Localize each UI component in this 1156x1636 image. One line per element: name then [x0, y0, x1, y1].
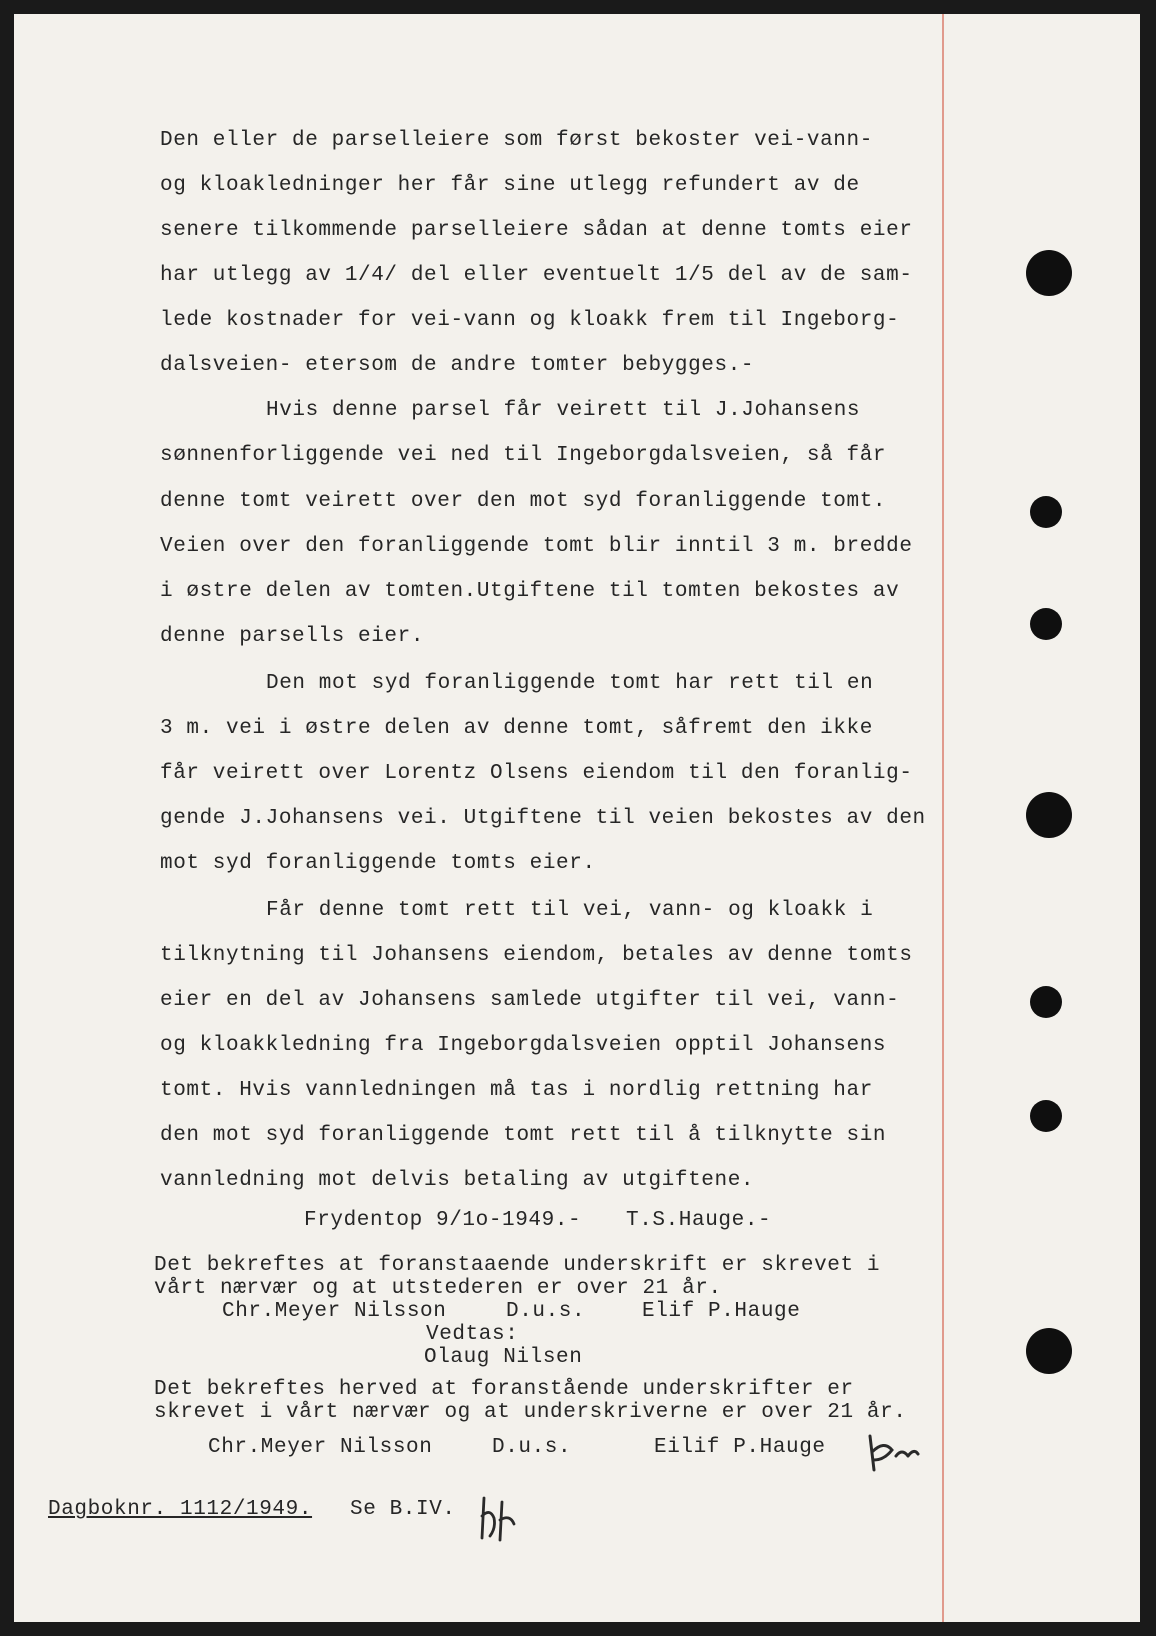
- punch-hole: [1026, 250, 1072, 296]
- text-line: denne tomt veirett over den mot syd foranliggende tomt.: [160, 490, 887, 513]
- dagbok-number: Dagboknr. 1112/1949.: [48, 1498, 313, 1521]
- text-line: Den mot syd foranliggende tomt har rett til en: [266, 672, 874, 695]
- text-line: får veirett over Lorentz Olsens eiendom til den foranlig-: [160, 762, 913, 785]
- document-page: [14, 14, 1140, 1622]
- vedtas-name: Olaug Nilsen: [424, 1346, 583, 1369]
- text-line: i østre delen av tomten.Utgiftene til tomten bekostes av: [160, 580, 900, 603]
- text-line: Veien over den foranliggende tomt blir inntil 3 m. bredde: [160, 535, 913, 558]
- punch-hole: [1030, 496, 1062, 528]
- text-line: gende J.Johansens vei. Utgiftene til veien bekostes av den: [160, 807, 926, 830]
- punch-hole: [1026, 1328, 1072, 1374]
- text-line: og kloakledninger her får sine utlegg refundert av de: [160, 174, 860, 197]
- text-line: Får denne tomt rett til vei, vann- og kloakk i: [266, 899, 874, 922]
- attestation-line: vårt nærvær og at utstederen er over 21 år.: [154, 1277, 722, 1300]
- text-line: tilknytning til Johansens eiendom, betales av denne tomts: [160, 944, 913, 967]
- text-line: Den eller de parselleiere som først bekoster vei-vann-: [160, 129, 873, 152]
- punch-hole: [1030, 986, 1062, 1018]
- witness-abbrev: D.u.s.: [492, 1436, 572, 1459]
- text-line: denne parsells eier.: [160, 625, 425, 648]
- text-line: har utlegg av 1/4/ del eller eventuelt 1/5 del av de sam-: [160, 264, 913, 287]
- witness-abbrev: D.u.s.: [506, 1300, 586, 1323]
- handwritten-initials: [862, 1430, 922, 1478]
- place-date: Frydentop 9/1o-1949.-: [304, 1209, 582, 1232]
- attestation-line: Det bekreftes herved at foranstående underskrifter er: [154, 1378, 854, 1401]
- text-line: den mot syd foranliggende tomt rett til å tilknytte sin: [160, 1124, 887, 1147]
- witness-name: Chr.Meyer Nilsson: [208, 1436, 433, 1459]
- text-line: eier en del av Johansens samlede utgifter til vei, vann-: [160, 989, 900, 1012]
- text-line: og kloakkledning fra Ingeborgdalsveien opptil Johansens: [160, 1034, 887, 1057]
- text-line: tomt. Hvis vannledningen må tas i nordlig rettning har: [160, 1079, 873, 1102]
- text-line: vannledning mot delvis betaling av utgiftene.: [160, 1169, 755, 1192]
- attestation-line: skrevet i vårt nærvær og at underskriverne er over 21 år.: [154, 1401, 907, 1424]
- reference: Se B.IV.: [350, 1498, 456, 1521]
- text-line: dalsveien- etersom de andre tomter bebygges.-: [160, 354, 755, 377]
- text-line: senere tilkommende parselleiere sådan at denne tomts eier: [160, 219, 913, 242]
- text-line: 3 m. vei i østre delen av denne tomt, såfremt den ikke: [160, 717, 873, 740]
- text-line: mot syd foranliggende tomts eier.: [160, 852, 596, 875]
- punch-hole: [1026, 792, 1072, 838]
- text-line: Hvis denne parsel får veirett til J.Johansens: [266, 399, 861, 422]
- witness-name: Chr.Meyer Nilsson: [222, 1300, 447, 1323]
- margin-rule: [942, 14, 944, 1622]
- attestation-line: Det bekreftes at foranstaaende underskrift er skrevet i: [154, 1254, 881, 1277]
- signer-name: T.S.Hauge.-: [626, 1209, 772, 1232]
- witness-name: Eilif P.Hauge: [654, 1436, 826, 1459]
- text-line: lede kostnader for vei-vann og kloakk frem til Ingeborg-: [160, 309, 900, 332]
- vedtas-label: Vedtas:: [426, 1323, 519, 1346]
- handwritten-mark: [476, 1492, 526, 1548]
- punch-hole: [1030, 1100, 1062, 1132]
- punch-hole: [1030, 608, 1062, 640]
- witness-name: Elif P.Hauge: [642, 1300, 801, 1323]
- text-line: sønnenforliggende vei ned til Ingeborgdalsveien, så får: [160, 444, 887, 467]
